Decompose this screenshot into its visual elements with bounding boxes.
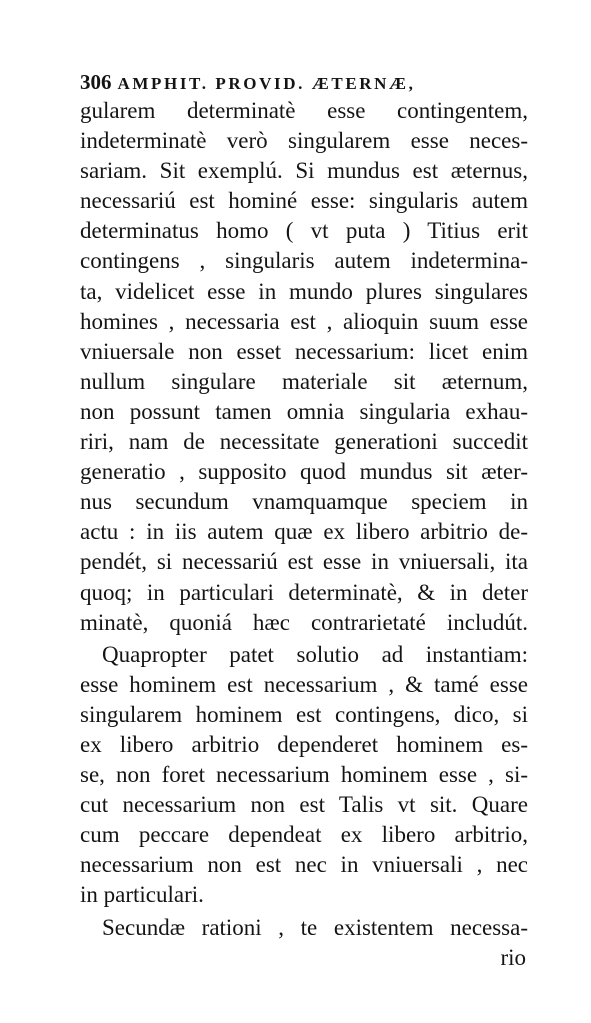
- text-line: necessarium non est nec in vniuersali , nec: [80, 852, 528, 878]
- paragraph-2: [80, 640, 528, 911]
- text-line: non possunt tamen omnia singularia exhau-: [80, 398, 528, 424]
- text-line: determinatus homo ( vt puta ) Titius erit: [80, 218, 528, 244]
- page-number: 306: [80, 70, 112, 94]
- text-line: Secundæ rationi , te existentem necessa-: [102, 914, 528, 940]
- text-line: ex libero arbitrio dependeret hominem es-: [80, 731, 528, 757]
- running-title: AMPHIT. PROVID. ÆTERNÆ,: [117, 74, 416, 93]
- text-line: contingens , singularis autem indetermina-: [80, 248, 528, 274]
- text-line: cut necessarium non est Talis vt sit. Quare: [80, 792, 528, 818]
- text-line: homines , necessaria est , alioquin suum esse: [80, 308, 528, 334]
- text-line: cum peccare dependeat ex libero arbitrio,: [80, 822, 528, 848]
- text-line: in particulari.: [80, 882, 204, 908]
- text-line: riri, nam de necessitate generationi succedit: [80, 429, 528, 455]
- text-line: sariam. Sit exemplú. Si mundus est æternus,: [80, 158, 528, 184]
- catchword: rio: [500, 944, 526, 970]
- text-line: vniuersale non esset necessarium: licet enim: [80, 338, 528, 364]
- running-head: [80, 70, 530, 95]
- text-line: esse hominem est necessarium , & tamé esse: [80, 671, 528, 697]
- text-line: minatè, quoniá hæc contrarietaté includút.: [80, 609, 528, 635]
- paragraph-3: [80, 913, 528, 943]
- text-line: necessariú est hominé esse: singularis autem: [80, 188, 528, 214]
- text-line: gularem determinatè esse contingentem,: [80, 98, 528, 123]
- text-line: nus secundum vnamquamque speciem in: [80, 489, 528, 515]
- text-line: actu : in iis autem quæ ex libero arbitrio de-: [80, 519, 528, 545]
- paragraph-1: [80, 96, 528, 638]
- text-line: ta, videlicet esse in mundo plures singulares: [80, 278, 528, 304]
- text-line: pendét, si necessariú est esse in vniuersali, ita: [80, 549, 528, 575]
- text-line: quoq; in particulari determinatè, & in deter: [80, 579, 528, 605]
- text-line: Quapropter patet solutio ad instantiam:: [102, 641, 528, 667]
- text-line: generatio , supposito quod mundus sit æter-: [80, 459, 528, 485]
- text-line: singularem hominem est contingens, dico, si: [80, 701, 528, 727]
- text-block: [80, 96, 528, 973]
- text-line: indeterminatè verò singularem esse neces-: [80, 128, 528, 154]
- text-line: se, non foret necessarium hominem esse , si-: [80, 762, 528, 788]
- text-line: nullum singulare materiale sit æternum,: [80, 368, 528, 394]
